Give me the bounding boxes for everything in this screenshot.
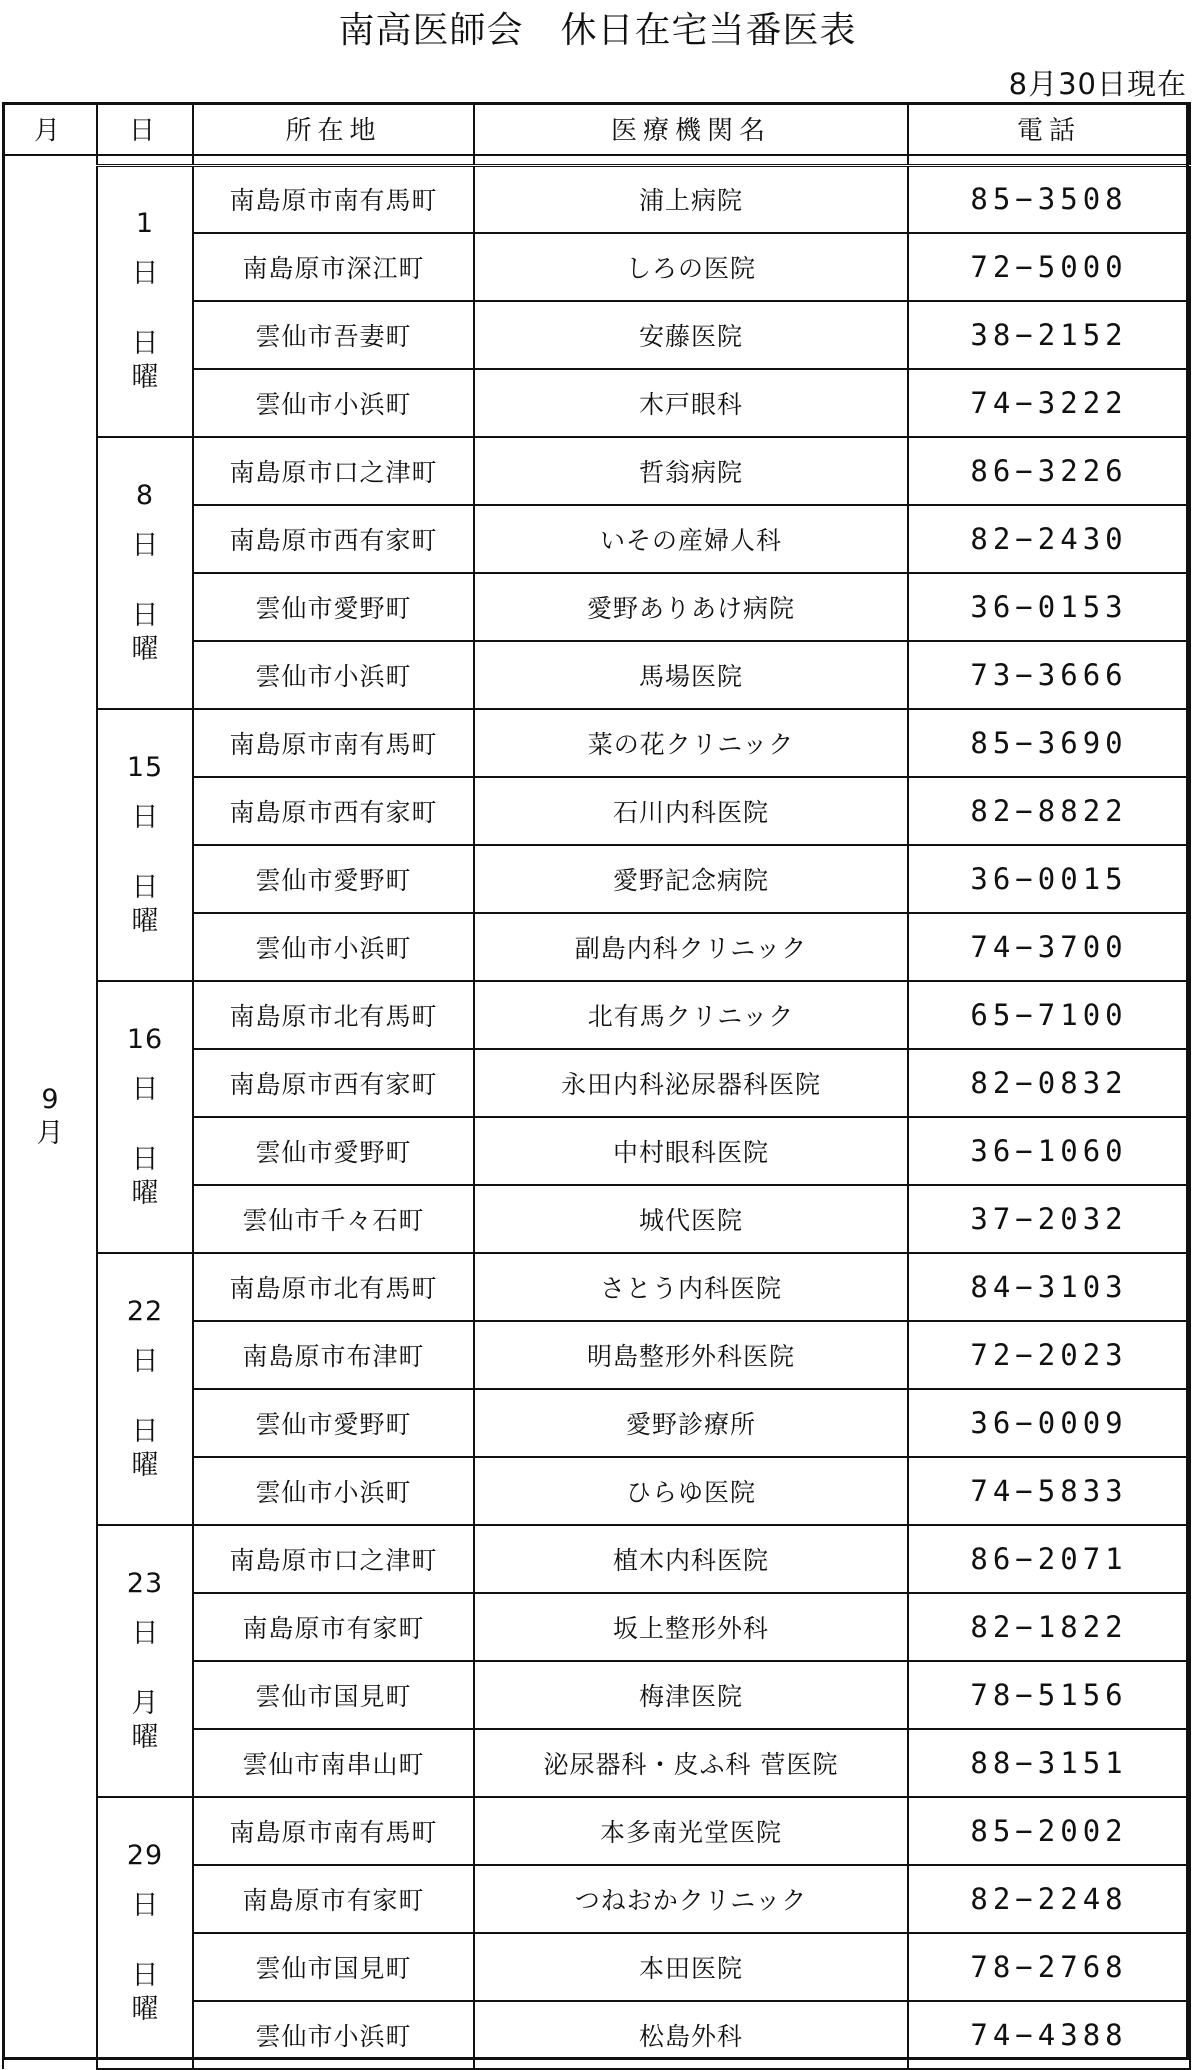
phone-cell: 37−2032: [908, 1185, 1190, 1253]
page-title: 南高医師会 休日在宅当番医表: [338, 10, 857, 51]
weekday-label: 日 曜: [131, 1144, 159, 1209]
day-unit: 日: [131, 802, 159, 833]
location-cell: 南島原市口之津町: [193, 1525, 474, 1593]
facility-cell: 菜の花クリニック: [474, 709, 908, 777]
location-cell: 雲仙市小浜町: [193, 913, 474, 981]
phone-cell: 65−7100: [908, 981, 1190, 1049]
facility-cell: さとう内科医院: [474, 1253, 908, 1321]
facility-cell: 泌尿器科・皮ふ科 菅医院: [474, 1729, 908, 1797]
day-number: 29: [126, 1840, 164, 1871]
location-cell: 南島原市西有家町: [193, 505, 474, 573]
facility-cell: 副島内科クリニック: [474, 913, 908, 981]
day-number: 15: [126, 752, 164, 783]
phone-cell: 82−1822: [908, 1593, 1190, 1661]
day-unit: 日: [131, 1890, 159, 1921]
weekday-label: 日 曜: [131, 1416, 159, 1481]
location-cell: 南島原市南有馬町: [193, 1797, 474, 1865]
location-cell: 南島原市布津町: [193, 1321, 474, 1389]
location-cell: 南島原市有家町: [193, 1593, 474, 1661]
as-of-date: 8月30日現在: [1008, 67, 1187, 101]
facility-cell: しろの医院: [474, 233, 908, 301]
facility-cell: 愛野記念病院: [474, 845, 908, 913]
facility-cell: 木戸眼科: [474, 369, 908, 437]
phone-cell: 86−3226: [908, 437, 1190, 505]
phone-cell: 82−2430: [908, 505, 1190, 573]
facility-cell: 本田医院: [474, 1933, 908, 2001]
header-facility: 医療機関名: [474, 102, 908, 155]
phone-cell: 72−2023: [908, 1321, 1190, 1389]
table-frame: [2, 102, 1189, 2060]
facility-cell: いその産婦人科: [474, 505, 908, 573]
facility-cell: 愛野ありあけ病院: [474, 573, 908, 641]
phone-cell: 74−4388: [908, 2001, 1190, 2069]
phone-cell: 74−3700: [908, 913, 1190, 981]
location-cell: 南島原市西有家町: [193, 777, 474, 845]
phone-cell: 85−3690: [908, 709, 1190, 777]
weekday-label: 日 曜: [131, 600, 159, 665]
day-unit: 日: [131, 258, 159, 290]
facility-cell: 坂上整形外科: [474, 1593, 908, 1661]
day-number: 1: [135, 208, 155, 240]
phone-cell: 36−0153: [908, 573, 1190, 641]
facility-cell: 梅津医院: [474, 1661, 908, 1729]
location-cell: 雲仙市小浜町: [193, 1457, 474, 1525]
location-cell: 南島原市南有馬町: [193, 165, 474, 233]
facility-cell: 馬場医院: [474, 641, 908, 709]
location-cell: 雲仙市愛野町: [193, 1117, 474, 1185]
month-label: 9 月: [36, 1084, 64, 1149]
header-phone: 電話: [908, 102, 1190, 155]
location-cell: 雲仙市国見町: [193, 1933, 474, 2001]
weekday-label: 日 曜: [131, 872, 159, 937]
phone-cell: 74−3222: [908, 369, 1190, 437]
phone-cell: 38−2152: [908, 301, 1190, 369]
location-cell: 雲仙市小浜町: [193, 641, 474, 709]
phone-cell: 73−3666: [908, 641, 1190, 709]
phone-cell: 82−2248: [908, 1865, 1190, 1933]
day-unit: 日: [131, 1346, 159, 1377]
facility-cell: 本多南光堂医院: [474, 1797, 908, 1865]
location-cell: 雲仙市愛野町: [193, 845, 474, 913]
header-location: 所在地: [193, 102, 474, 155]
facility-cell: 明島整形外科医院: [474, 1321, 908, 1389]
day-number: 22: [126, 1296, 164, 1327]
phone-cell: 84−3103: [908, 1253, 1190, 1321]
phone-cell: 85−2002: [908, 1797, 1190, 1865]
location-cell: 南島原市北有馬町: [193, 981, 474, 1049]
header-day: 日: [97, 102, 193, 155]
phone-cell: 86−2071: [908, 1525, 1190, 1593]
phone-cell: 82−8822: [908, 777, 1190, 845]
facility-cell: 中村眼科医院: [474, 1117, 908, 1185]
day-number: 8: [135, 480, 155, 511]
phone-cell: 74−5833: [908, 1457, 1190, 1525]
phone-cell: 85−3508: [908, 165, 1190, 233]
facility-cell: 愛野診療所: [474, 1389, 908, 1457]
location-cell: 雲仙市小浜町: [193, 369, 474, 437]
phone-cell: 88−3151: [908, 1729, 1190, 1797]
location-cell: 南島原市口之津町: [193, 437, 474, 505]
facility-cell: つねおかクリニック: [474, 1865, 908, 1933]
phone-cell: 78−2768: [908, 1933, 1190, 2001]
location-cell: 雲仙市愛野町: [193, 573, 474, 641]
day-unit: 日: [131, 530, 159, 561]
facility-cell: 植木内科医院: [474, 1525, 908, 1593]
day-unit: 日: [131, 1618, 159, 1649]
location-cell: 雲仙市国見町: [193, 1661, 474, 1729]
phone-cell: 82−0832: [908, 1049, 1190, 1117]
facility-cell: 北有馬クリニック: [474, 981, 908, 1049]
phone-cell: 36−0009: [908, 1389, 1190, 1457]
header-month: 月: [3, 102, 97, 155]
facility-cell: 浦上病院: [474, 165, 908, 233]
phone-cell: 78−5156: [908, 1661, 1190, 1729]
day-unit: 日: [131, 1074, 159, 1105]
location-cell: 南島原市北有馬町: [193, 1253, 474, 1321]
location-cell: 南島原市有家町: [193, 1865, 474, 1933]
location-cell: 南島原市西有家町: [193, 1049, 474, 1117]
weekday-label: 月 曜: [131, 1688, 159, 1753]
weekday-label: 日 曜: [131, 328, 159, 394]
facility-cell: ひらゆ医院: [474, 1457, 908, 1525]
location-cell: 南島原市南有馬町: [193, 709, 474, 777]
day-number: 16: [126, 1024, 164, 1055]
location-cell: 雲仙市千々石町: [193, 1185, 474, 1253]
facility-cell: 松島外科: [474, 2001, 908, 2069]
facility-cell: 石川内科医院: [474, 777, 908, 845]
location-cell: 雲仙市吾妻町: [193, 301, 474, 369]
location-cell: 南島原市深江町: [193, 233, 474, 301]
day-number: 23: [126, 1568, 164, 1599]
facility-cell: 永田内科泌尿器科医院: [474, 1049, 908, 1117]
facility-cell: 哲翁病院: [474, 437, 908, 505]
location-cell: 雲仙市愛野町: [193, 1389, 474, 1457]
location-cell: 雲仙市南串山町: [193, 1729, 474, 1797]
phone-cell: 36−0015: [908, 845, 1190, 913]
phone-cell: 36−1060: [908, 1117, 1190, 1185]
weekday-label: 日 曜: [131, 1960, 159, 2025]
facility-cell: 安藤医院: [474, 301, 908, 369]
facility-cell: 城代医院: [474, 1185, 908, 1253]
phone-cell: 72−5000: [908, 233, 1190, 301]
location-cell: 雲仙市小浜町: [193, 2001, 474, 2069]
